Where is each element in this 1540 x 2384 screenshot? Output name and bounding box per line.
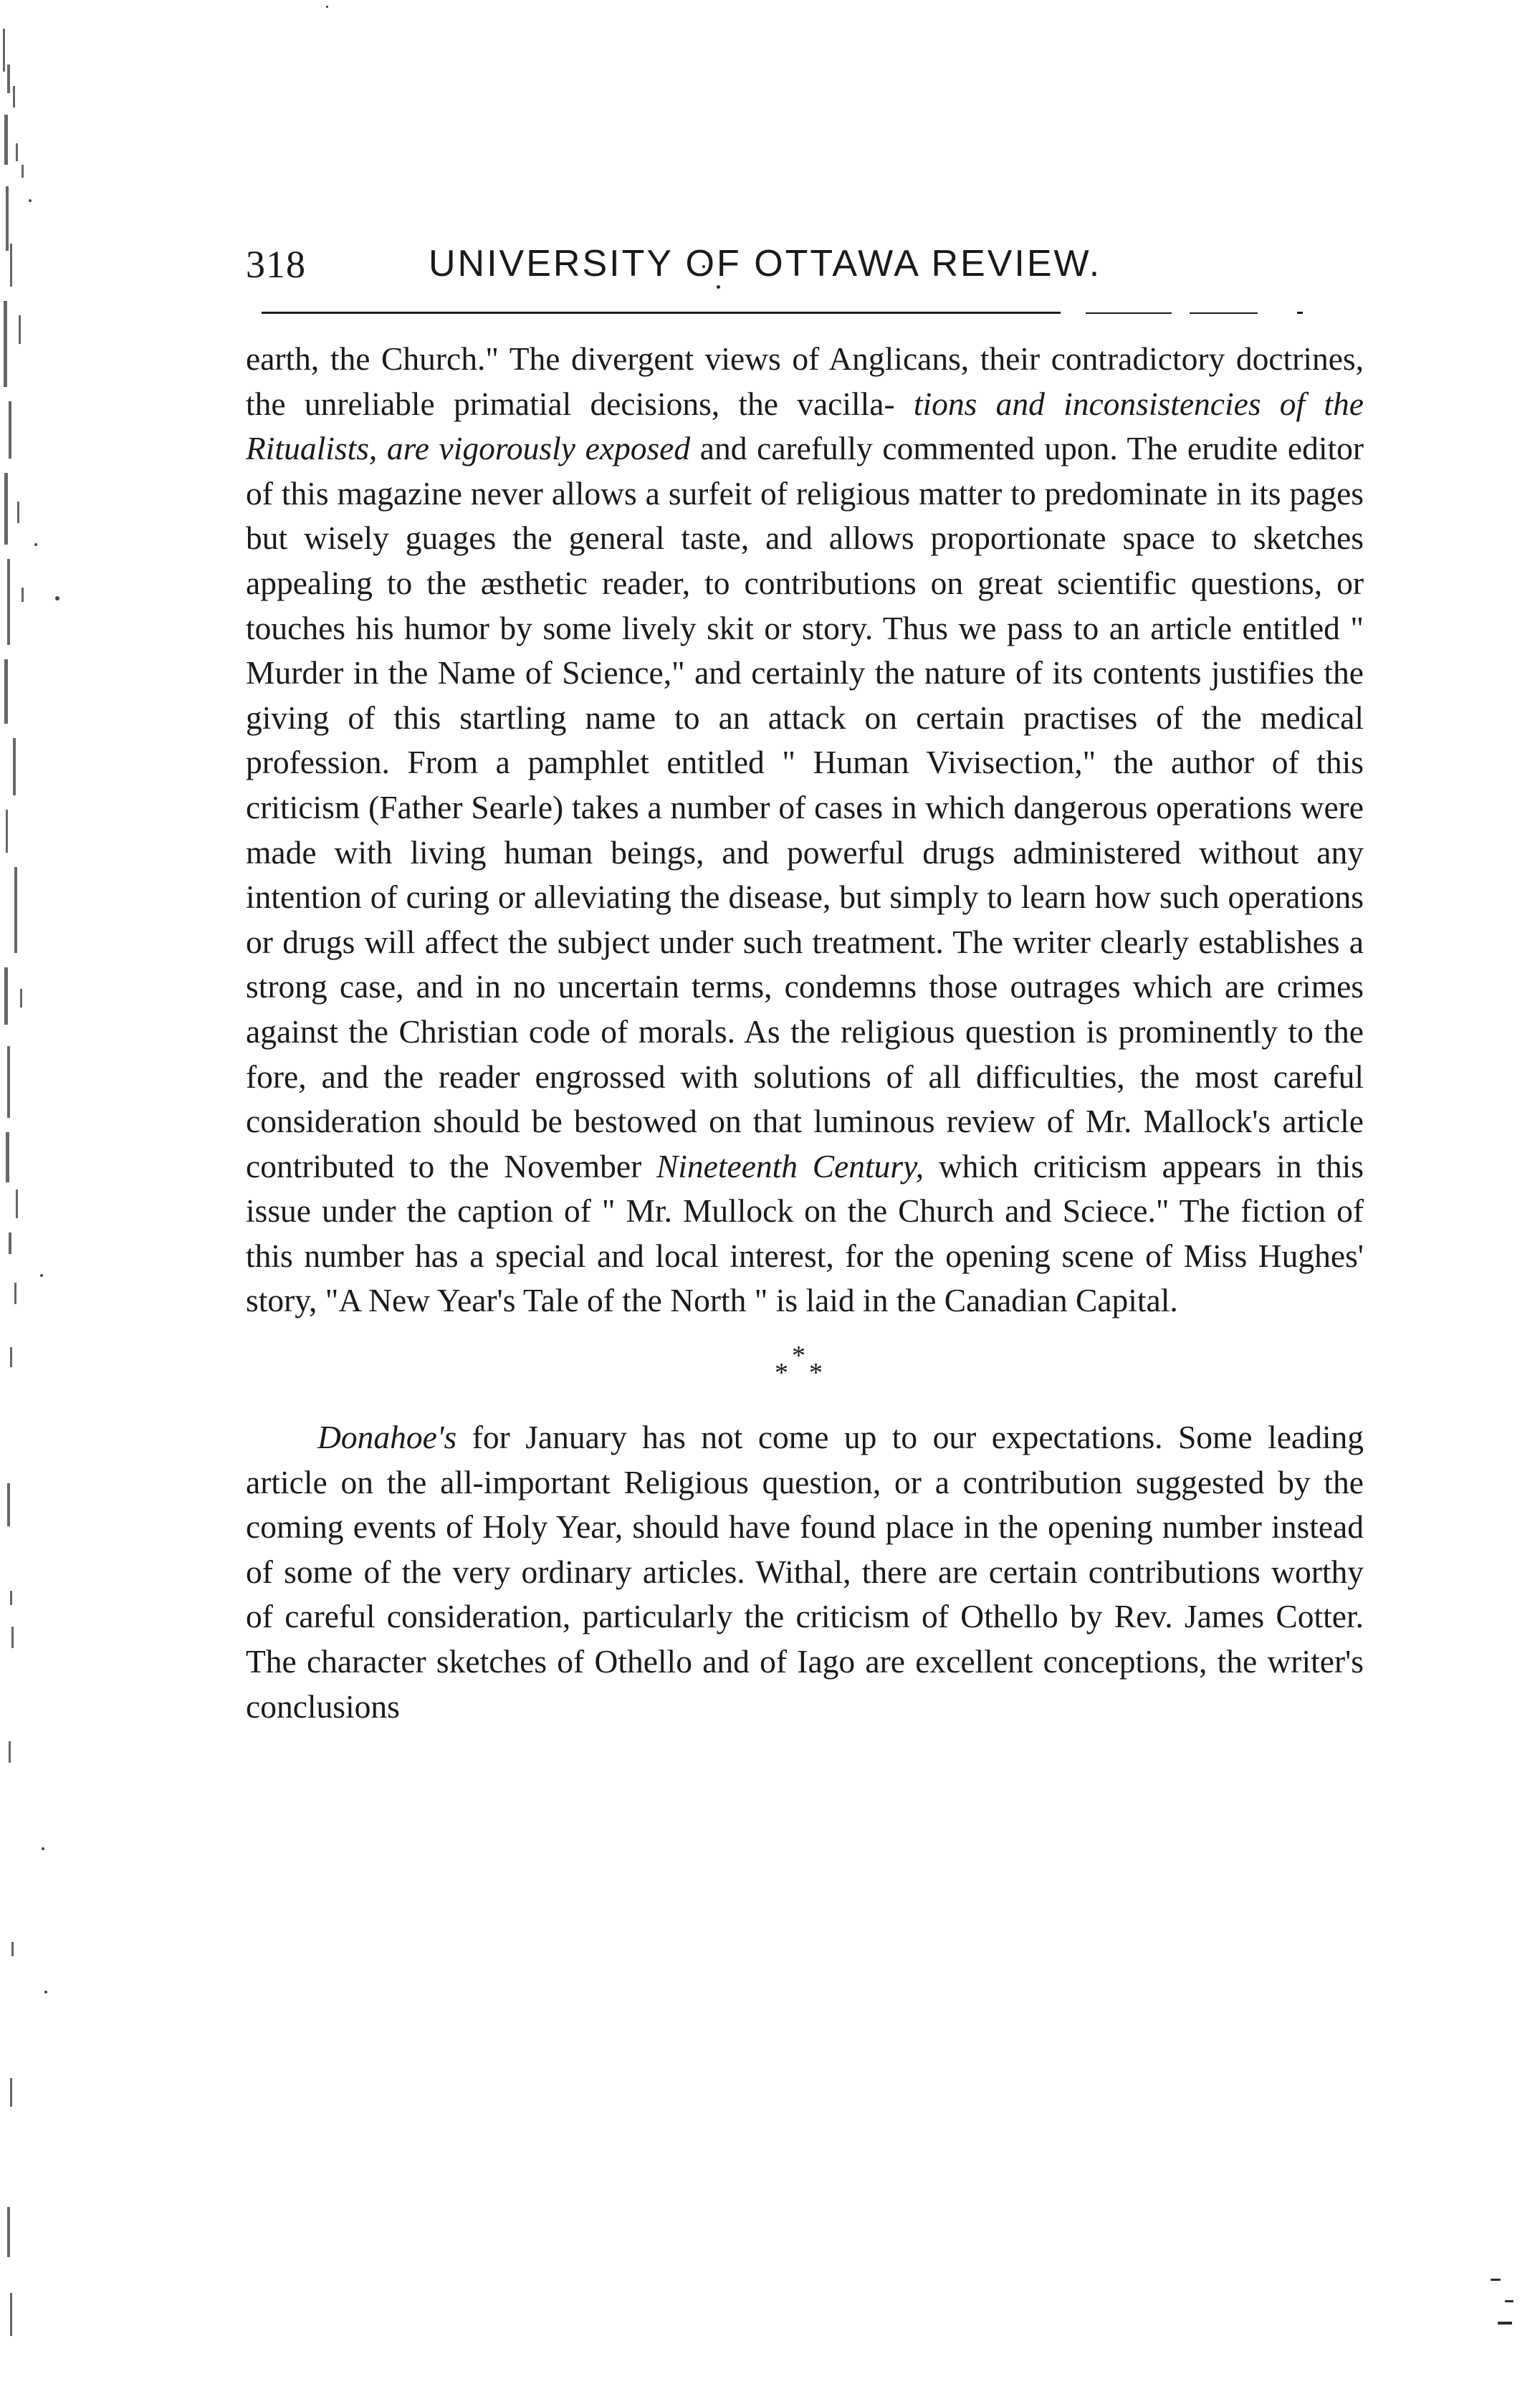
magazine-title-italic: Donahoe's (317, 1419, 457, 1456)
body-text (246, 337, 1364, 1729)
paragraph-1-part-3: which criticism appears in this issue under the caption of " Mr. Mullock on the Church and Sciece." The fiction of this number has a special and local interest, for the opening scene of Miss Hughes' story, "A New Year's Tale of the North " is laid in the Canadian Capital. (246, 1147, 1364, 1319)
page-header (246, 242, 1364, 300)
scan-speck (326, 6, 328, 8)
scan-speck (1505, 2300, 1513, 2302)
asterism-star: * (775, 1358, 788, 1389)
header-rule-dash (1190, 312, 1258, 314)
paragraph-2 (246, 1415, 1364, 1729)
running-title: UNIVERSITY OF OTTAWA REVIEW. (429, 243, 1102, 284)
paragraph-1-part-2: and carefully commented upon. The erudite editor of this magazine never allows a surfeit of religious matter to predominate in its pages but wisely guages the general taste, and allows proportionate space to sketches appealing to the æsthetic reader, to contributions on great scientific questions, or touches his humor by some lively skit or story. Thus we pass to an article entitled " Murder in the Name of Science," and certainly the nature of its contents justifies the giving of this startling name to an attack on certain practises of the medical profession. From a pamphlet entitled " Human Vivisection," the author of this criticism (Father Searle) takes a number of cases in which dangerous operations were made with living human beings, and powerful drugs administered without any intention of curing or alleviating the disease, but simply to learn how such operations or drugs will affect the subject under such treatment. The writer clearly establishes a strong case, and in no uncertain terms, condemns those outrages which are crimes against the Christian code of morals. As the religious question is prominently to the fore, and the reader engrossed with solutions of all difficulties, the most careful consideration should be bestowed on that luminous review of Mr. Mallock's article contributed to the November (246, 430, 1364, 1184)
paragraph-2-text: for January has not come up to our expectations. Some leading article on the all-important Religious question, or a contribution suggested by the coming events of Holy Year, should have found place in the opening number instead of some of the very ordinary articles. Withal, there are certain contributions worthy of careful consideration, particularly the criticism of Othello by Rev. James Cotter. The character sketches of Othello and of Iago are excellent conceptions, the writer's conclusions (246, 1419, 1364, 1725)
scan-edge-artifacts (0, 0, 86, 2384)
scan-speck (1498, 2322, 1512, 2325)
paragraph-1 (246, 337, 1364, 1323)
header-rule (262, 312, 1061, 314)
paragraph-1-italic: tions and inconsistencies of the Ritualists, are vigorously exposed (246, 385, 1364, 467)
publication-title-italic: Nineteenth Century, (656, 1147, 924, 1184)
asterism-star: * (809, 1358, 823, 1389)
paragraph-1-part-1: earth, the Church." The divergent views of Anglicans, their contradictory doctrines, the unreliable primatial decisions, the vacilla- (246, 340, 1364, 422)
header-rule-dash (1086, 312, 1172, 314)
section-separator (246, 1323, 1364, 1415)
header-rule-dash (1297, 312, 1303, 314)
page-number: 318 (246, 243, 306, 286)
scan-speck (1491, 2279, 1501, 2281)
asterism-star: * (792, 1341, 805, 1371)
